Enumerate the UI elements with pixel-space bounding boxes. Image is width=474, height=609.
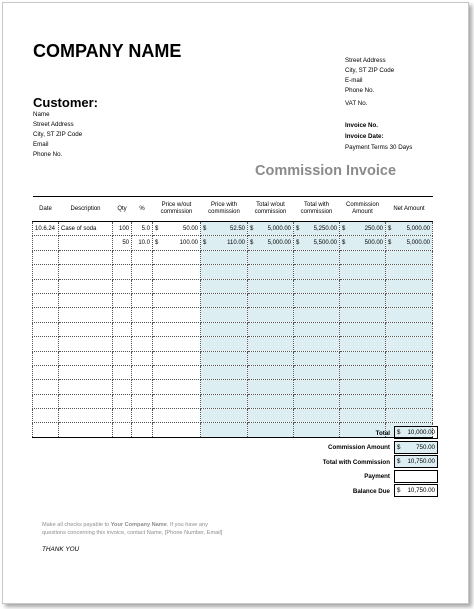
empty-cell[interactable] (132, 279, 153, 293)
empty-cell[interactable] (59, 279, 113, 293)
empty-cell (340, 265, 386, 279)
empty-cell (294, 265, 340, 279)
cell-date[interactable]: 10.6.24 (33, 222, 59, 236)
empty-cell[interactable] (113, 279, 132, 293)
empty-cell[interactable] (153, 265, 201, 279)
empty-cell[interactable] (59, 265, 113, 279)
cell-total-with (294, 222, 340, 236)
empty-cell[interactable] (33, 250, 59, 264)
currency-symbol: $ (388, 240, 392, 247)
table-row (33, 265, 433, 279)
empty-cell (201, 308, 248, 322)
cell-net (386, 222, 433, 236)
table-row (33, 337, 433, 351)
empty-cell[interactable] (153, 293, 201, 307)
cell-total-with (294, 236, 340, 250)
empty-cell (201, 365, 248, 379)
empty-cell[interactable] (153, 351, 201, 365)
company-address (345, 56, 394, 96)
col-header-price-without: Price w/out commission (153, 197, 201, 222)
empty-cell[interactable] (132, 365, 153, 379)
totals-row-with-commission (293, 455, 438, 470)
empty-cell (386, 365, 433, 379)
empty-cell (294, 293, 340, 307)
amount: 5,250.00 (313, 225, 337, 232)
total-label: Total (375, 429, 390, 437)
currency-symbol: $ (397, 429, 401, 437)
empty-cell[interactable] (33, 380, 59, 394)
empty-cell[interactable] (33, 351, 59, 365)
invoice-sheet (2, 2, 469, 604)
currency-symbol: $ (296, 240, 300, 247)
cell-price-with (201, 236, 248, 250)
empty-cell (248, 337, 294, 351)
currency-symbol: $ (296, 225, 300, 232)
cell-net (386, 236, 433, 250)
company-name: COMPANY NAME (33, 41, 182, 61)
empty-cell (386, 308, 433, 322)
currency-symbol: $ (250, 225, 254, 232)
empty-cell (201, 380, 248, 394)
empty-cell (248, 279, 294, 293)
empty-cell (294, 351, 340, 365)
commission-amount-label: Commission Amount (328, 444, 390, 452)
empty-cell (294, 250, 340, 264)
empty-cell[interactable] (132, 293, 153, 307)
empty-cell (248, 351, 294, 365)
empty-cell[interactable] (59, 365, 113, 379)
empty-cell[interactable] (113, 337, 132, 351)
payment-label: Payment (364, 473, 390, 481)
payment-note (42, 521, 227, 537)
invoice-date-label: Invoice Date: (345, 133, 384, 140)
col-header-commission: Commission Amount (340, 197, 386, 222)
currency-symbol: $ (397, 487, 401, 495)
empty-cell[interactable] (33, 337, 59, 351)
table-row (33, 250, 433, 264)
empty-cell[interactable] (153, 394, 201, 408)
totals-block (293, 426, 438, 499)
empty-cell[interactable] (59, 293, 113, 307)
col-header-date: Date (33, 197, 59, 222)
empty-cell[interactable] (153, 322, 201, 336)
empty-cell (294, 279, 340, 293)
empty-cell[interactable] (113, 322, 132, 336)
cell-percent[interactable]: 5.0 (132, 222, 153, 236)
empty-cell (201, 279, 248, 293)
empty-cell (248, 394, 294, 408)
currency-symbol: $ (155, 240, 159, 247)
empty-cell (340, 394, 386, 408)
cell-total-without (248, 236, 294, 250)
col-header-total-with: Total with commission (294, 197, 340, 222)
totals-row-total (293, 426, 438, 441)
empty-cell (201, 322, 248, 336)
table-header-row (33, 197, 433, 222)
empty-cell (294, 380, 340, 394)
payment-input[interactable] (394, 470, 438, 483)
empty-cell (201, 337, 248, 351)
empty-cell[interactable] (113, 380, 132, 394)
table-row (33, 365, 433, 379)
customer-name: Name (33, 111, 50, 118)
empty-cell[interactable] (59, 351, 113, 365)
currency-symbol: $ (342, 225, 346, 232)
empty-cell (201, 409, 248, 423)
empty-cell (248, 409, 294, 423)
currency-symbol: $ (203, 225, 207, 232)
customer-info (33, 110, 82, 160)
empty-cell (201, 265, 248, 279)
total-with-commission-box (394, 455, 438, 468)
customer-city: City, ST ZIP Code (33, 131, 83, 138)
empty-cell (248, 265, 294, 279)
invoice-title: Commission Invoice (255, 163, 397, 179)
empty-cell (248, 250, 294, 264)
empty-cell[interactable] (33, 293, 59, 307)
balance-due-box (394, 484, 438, 497)
amount: 100.00 (179, 240, 198, 247)
empty-cell (340, 365, 386, 379)
currency-symbol: $ (342, 240, 346, 247)
empty-cell[interactable] (132, 409, 153, 423)
empty-cell (340, 351, 386, 365)
empty-cell (386, 337, 433, 351)
empty-cell (386, 279, 433, 293)
empty-cell[interactable] (132, 250, 153, 264)
empty-cell (340, 337, 386, 351)
empty-cell[interactable] (153, 409, 201, 423)
cell-percent[interactable]: 10.0 (132, 236, 153, 250)
empty-cell[interactable] (33, 308, 59, 322)
currency-symbol: $ (250, 240, 254, 247)
col-header-percent: % (132, 197, 153, 222)
empty-cell (248, 322, 294, 336)
col-header-description: Description (59, 197, 113, 222)
empty-cell (340, 279, 386, 293)
currency-symbol: $ (397, 443, 401, 451)
table-row (33, 279, 433, 293)
col-header-total-without: Total w/out commission (248, 197, 294, 222)
empty-cell (294, 409, 340, 423)
empty-cell (248, 293, 294, 307)
table-row (33, 380, 433, 394)
empty-cell[interactable] (132, 322, 153, 336)
amount: 110.00 (227, 240, 245, 247)
empty-cell[interactable] (113, 293, 132, 307)
totals-row-payment (293, 470, 438, 485)
empty-cell (294, 365, 340, 379)
empty-cell[interactable] (33, 265, 59, 279)
empty-cell[interactable] (153, 279, 201, 293)
totals-row-commission (293, 441, 438, 456)
empty-cell[interactable] (132, 308, 153, 322)
empty-cell[interactable] (59, 380, 113, 394)
customer-email: Email (33, 141, 49, 148)
empty-cell[interactable] (132, 351, 153, 365)
amount: 5,000.00 (267, 225, 291, 232)
empty-cell[interactable] (113, 265, 132, 279)
table-row (33, 308, 433, 322)
empty-cell (386, 322, 433, 336)
payment-note-company: Your Company Name (110, 522, 167, 528)
empty-cell (340, 380, 386, 394)
amount: 52.50 (229, 225, 245, 232)
payment-note-post: . If you have any questions concerning this invoice, contact Name, [Phone Number, Email] (42, 522, 223, 536)
empty-cell[interactable] (59, 337, 113, 351)
empty-cell[interactable] (113, 423, 132, 437)
empty-cell (201, 423, 248, 437)
payment-terms-value: 30 Days (389, 144, 413, 151)
empty-cell (248, 308, 294, 322)
customer-heading: Customer: (33, 95, 99, 110)
empty-cell (340, 322, 386, 336)
table-row (33, 236, 433, 250)
empty-cell (386, 265, 433, 279)
empty-cell[interactable] (59, 308, 113, 322)
amount: 5,000.00 (406, 240, 430, 247)
empty-cell (201, 351, 248, 365)
line-items-table (32, 196, 433, 438)
empty-cell[interactable] (33, 365, 59, 379)
currency-symbol: $ (155, 225, 159, 232)
cell-description[interactable] (59, 236, 113, 250)
total-value: 10,000.00 (407, 429, 435, 437)
totals-row-balance (293, 484, 438, 499)
amount: 500.00 (364, 240, 383, 247)
empty-cell[interactable] (59, 322, 113, 336)
company-phone: Phone No. (345, 87, 375, 94)
empty-cell (386, 380, 433, 394)
empty-cell (340, 250, 386, 264)
empty-cell[interactable] (33, 322, 59, 336)
empty-cell (386, 351, 433, 365)
customer-street: Street Address (33, 121, 74, 128)
empty-cell[interactable] (113, 351, 132, 365)
invoice-meta (345, 120, 412, 153)
amount: 5,000.00 (406, 225, 430, 232)
empty-cell[interactable] (113, 394, 132, 408)
col-header-net: Net Amount (386, 197, 433, 222)
table-row (33, 394, 433, 408)
cell-qty[interactable]: 50 (113, 236, 132, 250)
empty-cell (294, 394, 340, 408)
empty-cell[interactable] (59, 423, 113, 437)
company-street: Street Address (345, 57, 386, 64)
empty-cell (386, 409, 433, 423)
empty-cell (201, 293, 248, 307)
cell-price-with (201, 222, 248, 236)
empty-cell (294, 322, 340, 336)
table-body (33, 222, 433, 438)
amount: 5,500.00 (313, 240, 337, 247)
cell-date[interactable] (33, 236, 59, 250)
empty-cell[interactable] (132, 394, 153, 408)
empty-cell (201, 394, 248, 408)
balance-due-value: 10,750.00 (407, 487, 435, 495)
col-header-qty: Qty (113, 197, 132, 222)
empty-cell (386, 293, 433, 307)
empty-cell[interactable] (59, 409, 113, 423)
amount: 5,000.00 (267, 240, 291, 247)
empty-cell[interactable] (113, 308, 132, 322)
empty-cell[interactable] (113, 365, 132, 379)
empty-cell[interactable] (33, 279, 59, 293)
company-email: E-mail (345, 77, 363, 84)
empty-cell[interactable] (33, 409, 59, 423)
currency-symbol: $ (397, 458, 401, 466)
empty-cell[interactable] (153, 423, 201, 437)
commission-amount-value: 750.00 (416, 443, 435, 451)
payment-terms-label: Payment Terms (345, 144, 388, 151)
currency-symbol: $ (203, 240, 207, 247)
empty-cell[interactable] (59, 250, 113, 264)
table-row (33, 322, 433, 336)
empty-cell[interactable] (153, 250, 201, 264)
empty-cell[interactable] (113, 250, 132, 264)
empty-cell (248, 380, 294, 394)
empty-cell[interactable] (113, 409, 132, 423)
thank-you: THANK YOU (42, 546, 80, 553)
table-row (33, 222, 433, 236)
empty-cell[interactable] (153, 308, 201, 322)
empty-cell (201, 250, 248, 264)
cell-commission (340, 236, 386, 250)
empty-cell[interactable] (132, 337, 153, 351)
invoice-no-label: Invoice No. (345, 122, 379, 129)
empty-cell (340, 308, 386, 322)
payment-note-pre: Make all checks payable to (42, 522, 111, 528)
empty-cell[interactable] (153, 380, 201, 394)
customer-phone: Phone No. (33, 151, 63, 158)
table-row (33, 293, 433, 307)
empty-cell (294, 308, 340, 322)
table-row (33, 409, 433, 423)
currency-symbol: $ (388, 225, 392, 232)
cell-qty[interactable]: 100 (113, 222, 132, 236)
cell-price-without[interactable] (153, 222, 201, 236)
col-header-price-with: Price with commission (201, 197, 248, 222)
cell-description[interactable]: Case of soda (59, 222, 113, 236)
empty-cell[interactable] (59, 394, 113, 408)
amount: 50.00 (182, 225, 198, 232)
empty-cell (340, 293, 386, 307)
cell-commission (340, 222, 386, 236)
total-value-box (394, 426, 438, 439)
cell-total-without (248, 222, 294, 236)
empty-cell[interactable] (132, 423, 153, 437)
commission-amount-box (394, 441, 438, 454)
empty-cell (294, 337, 340, 351)
amount: 250.00 (364, 225, 383, 232)
total-with-commission-label: Total with Commission (322, 458, 390, 466)
empty-cell (386, 394, 433, 408)
company-vat: VAT No. (345, 100, 368, 107)
empty-cell[interactable] (33, 394, 59, 408)
empty-cell[interactable] (153, 337, 201, 351)
empty-cell[interactable] (153, 365, 201, 379)
empty-cell (248, 423, 294, 437)
empty-cell (248, 365, 294, 379)
empty-cell[interactable] (33, 423, 59, 437)
empty-cell[interactable] (132, 265, 153, 279)
cell-price-without[interactable] (153, 236, 201, 250)
total-with-commission-value: 10,750.00 (407, 458, 435, 466)
empty-cell (340, 409, 386, 423)
empty-cell[interactable] (132, 380, 153, 394)
empty-cell (386, 250, 433, 264)
balance-due-label: Balance Due (352, 487, 390, 495)
table-row (33, 351, 433, 365)
company-city: City, ST ZIP Code (345, 67, 395, 74)
